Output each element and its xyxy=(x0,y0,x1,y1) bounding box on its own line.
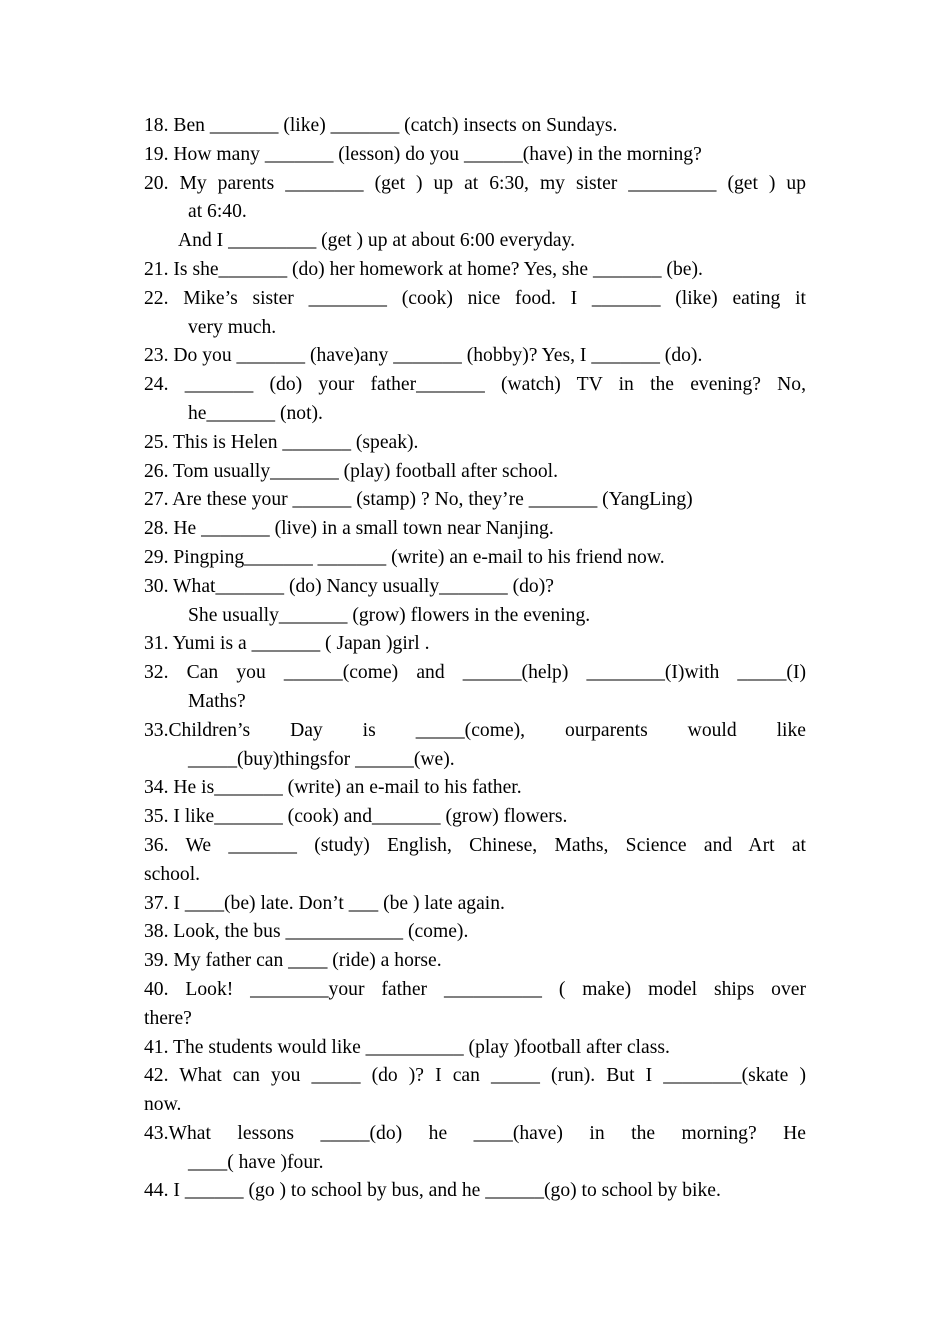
exercise-line: _____(buy)thingsfor ______(we). xyxy=(188,748,455,770)
exercise-line: Maths? xyxy=(188,690,246,712)
exercise-line: 37. I ____(be) late. Don’t ___ (be ) late again. xyxy=(144,892,505,914)
exercise-line: 30. What_______ (do) Nancy usually_______ (do)? xyxy=(144,575,554,597)
exercise-line: he_______ (not). xyxy=(188,402,323,424)
exercise-line: 40. Look! ________your father __________ ( make) model ships over xyxy=(144,978,806,1000)
exercise-line: 18. Ben _______ (like) _______ (catch) insects on Sundays. xyxy=(144,115,618,136)
exercise-line: 36. We _______ (study) English, Chinese, Maths, Science and Art at xyxy=(144,834,806,856)
exercise-line: now. xyxy=(144,1094,182,1116)
exercise-line: 24. _______ (do) your father_______ (watch) TV in the evening? No, xyxy=(144,374,806,396)
exercise-line: 42. What can you _____ (do )? I can _____ (run). But I ________(skate ) xyxy=(144,1065,806,1087)
exercise-line: 19. How many _______ (lesson) do you ______(have) in the morning? xyxy=(144,143,702,165)
exercise-line: 29. Pingping_______ _______ (write) an e-mail to his friend now. xyxy=(144,546,665,568)
exercise-line: 43.What lessons _____(do) he ____(have) in the morning? He xyxy=(144,1122,806,1144)
exercise-line: 32. Can you ______(come) and ______(help) ________(I)with _____(I) xyxy=(144,662,806,684)
exercise-line: school. xyxy=(144,863,201,885)
exercise-line: 41. The students would like __________ (play )football after class. xyxy=(144,1036,670,1058)
exercise-line: 33.Children’s Day is _____(come), ourparents would like xyxy=(144,719,806,741)
exercise-line: there? xyxy=(144,1007,192,1029)
exercise-line: 23. Do you _______ (have)any _______ (hobby)? Yes, I _______ (do). xyxy=(144,345,703,367)
exercise-line: 35. I like_______ (cook) and_______ (grow) flowers. xyxy=(144,806,568,828)
exercise-line: 26. Tom usually_______ (play) football after school. xyxy=(144,460,559,482)
exercise-line: 34. He is_______ (write) an e-mail to his father. xyxy=(144,777,522,799)
exercise-line: at 6:40. xyxy=(188,201,247,223)
exercise-line: 27. Are these your ______ (stamp) ? No, they’re _______ (YangLing) xyxy=(144,489,693,511)
exercise-line: 25. This is Helen _______ (speak). xyxy=(144,431,419,453)
exercise-line: 20. My parents ________ (get ) up at 6:30, my sister _________ (get ) up xyxy=(144,172,806,194)
exercise-line: 38. Look, the bus ____________ (come). xyxy=(144,921,469,943)
exercise-line: 39. My father can ____ (ride) a horse. xyxy=(144,950,442,972)
exercise-line: She usually_______ (grow) flowers in the evening. xyxy=(188,604,591,626)
worksheet-page xyxy=(144,112,806,1206)
exercise-line: 31. Yumi is a _______ ( Japan )girl . xyxy=(144,633,430,655)
exercise-line: 22. Mike’s sister ________ (cook) nice food. I _______ (like) eating it xyxy=(144,287,806,309)
exercise-line: 28. He _______ (live) in a small town near Nanjing. xyxy=(144,518,554,540)
exercise-line: And I _________ (get ) up at about 6:00 everyday. xyxy=(178,230,576,252)
exercise-line: ____( have )four. xyxy=(188,1151,324,1173)
exercise-line: very much. xyxy=(188,316,277,338)
exercise-line: 21. Is she_______ (do) her homework at home? Yes, she _______ (be). xyxy=(144,258,703,280)
exercise-line: 44. I ______ (go ) to school by bus, and he ______(go) to school by bike. xyxy=(144,1180,721,1202)
